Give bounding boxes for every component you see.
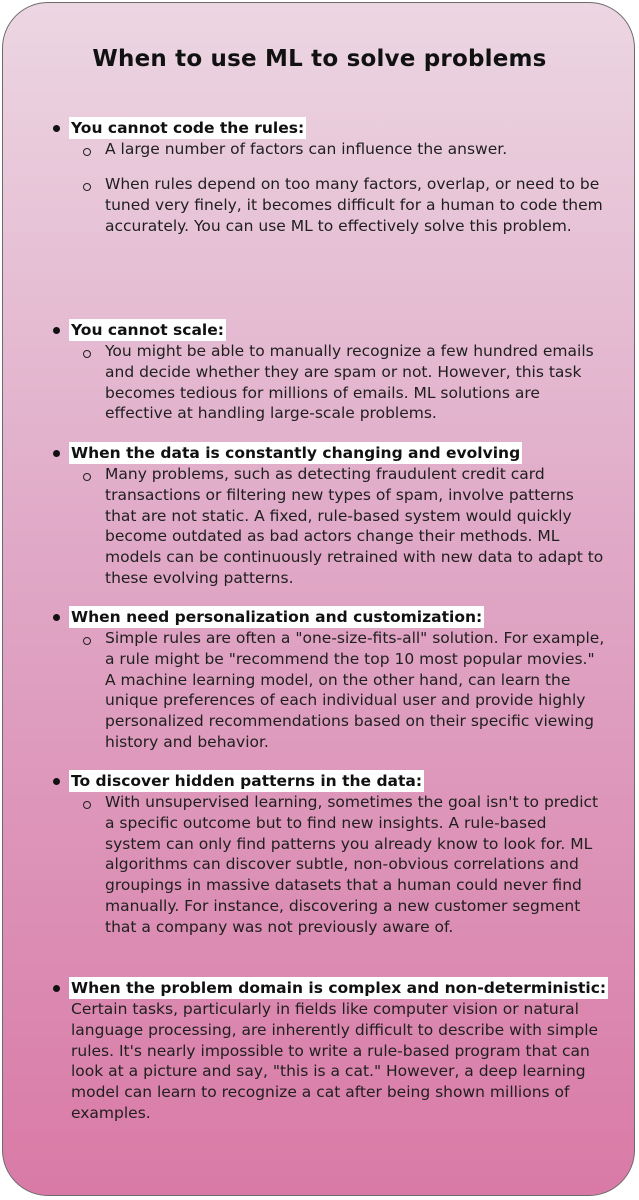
section-heading: You cannot scale: xyxy=(71,321,224,339)
section-heading: To discover hidden patterns in the data: xyxy=(71,772,423,790)
bullet-dot xyxy=(53,125,60,132)
sub-bullet-circle xyxy=(83,637,91,645)
section-body-text: Certain tasks, particularly in fields like computer vision or natural language processing, are inherently difficult to describe with simple rules. It's nearly impossible to write a rule-based program that can look at a picture and say, "this is a cat." However, a deep learning model can learn to recognize a cat after being shown millions of examples. xyxy=(71,1000,599,1122)
sub-bullet-circle xyxy=(83,148,91,156)
section-point: You might be able to manually recognize a few hundred emails and decide whether they are spam or not. However, this task becomes tedious for millions of emails. ML solutions are effective at handling large-scale problems. xyxy=(105,342,594,423)
section-point: A large number of factors can influence the answer. xyxy=(105,140,508,158)
section-point: When rules depend on too many factors, overlap, or need to be tuned very finely, it becomes difficult for a human to code them accurately. You can use ML to effectively solve this problem. xyxy=(105,175,603,235)
sub-bullet-circle xyxy=(83,183,91,191)
section-heading: When the problem domain is complex and non-deterministic: xyxy=(71,979,607,997)
content-card xyxy=(2,2,635,1196)
section-heading: When the data is constantly changing and evolving xyxy=(71,444,521,462)
section-point: Many problems, such as detecting fraudulent credit card transactions or filtering new types of spam, involve patterns that are not static. A fixed, rule-based system would quickly become outdated as bad actors change their methods. ML models can be continuously retrained with new data to adapt to these evolving patterns. xyxy=(105,465,604,587)
sub-bullet-circle xyxy=(83,801,91,809)
section-point: Simple rules are often a "one-size-fits-all" solution. For example, a rule might be "recommend the top 10 most popular movies." A machine learning model, on the other hand, can learn the unique preferences of each individual user and provide highly personalized recommendations based on their specific viewing history and behavior. xyxy=(105,629,605,751)
section-heading: When need personalization and customization: xyxy=(71,608,483,626)
bullet-dot xyxy=(53,614,60,621)
sub-bullet-circle xyxy=(83,473,91,481)
sub-bullet-circle xyxy=(83,350,91,358)
section-point: With unsupervised learning, sometimes the goal isn't to predict a specific outcome but to find new insights. A rule-based system can only find patterns you already know to look for. ML algorithms can discover subtle, non-obvious correlations and groupings in massive datasets that a human could never find manually. For instance, discovering a new customer segment that a company was not previously aware of. xyxy=(105,793,599,936)
bullet-dot xyxy=(53,778,60,785)
bullet-dot xyxy=(53,450,60,457)
page-title: When to use ML to solve problems xyxy=(92,46,547,72)
section-heading: You cannot code the rules: xyxy=(71,119,305,137)
bullet-dot xyxy=(53,985,60,992)
bullet-dot xyxy=(53,327,60,334)
